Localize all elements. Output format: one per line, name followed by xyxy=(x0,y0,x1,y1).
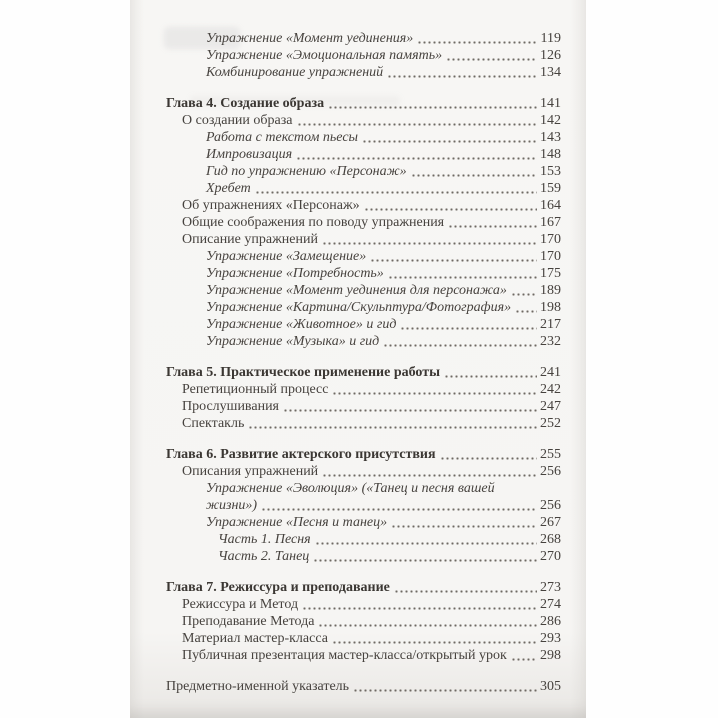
dot-leader xyxy=(322,463,537,480)
toc-entry-page: 153 xyxy=(540,164,561,179)
toc-entry-label: Часть 2. Танец xyxy=(218,549,310,564)
toc-entry-page: 270 xyxy=(540,549,561,564)
toc-entry xyxy=(130,531,561,548)
toc-entry xyxy=(130,596,561,613)
toc-entry xyxy=(130,180,561,197)
toc-entry xyxy=(130,214,561,231)
toc-entry-page: 175 xyxy=(540,266,561,281)
toc-entry-page: 126 xyxy=(540,48,561,63)
toc-entry-page: 267 xyxy=(540,515,561,530)
toc-entry-label: Упражнение «Музыка» и гид xyxy=(206,334,380,349)
dot-leader xyxy=(511,282,537,299)
dot-leader xyxy=(400,316,537,333)
toc-entry-page: 273 xyxy=(540,580,561,595)
toc-entry-label: жизни») xyxy=(206,498,258,513)
toc-entry-page: 170 xyxy=(540,249,561,264)
toc-entry xyxy=(130,613,561,630)
toc-entry-label: Режиссура и Метод xyxy=(182,597,299,612)
toc-entry xyxy=(130,333,561,350)
dot-leader xyxy=(332,630,537,647)
dot-leader xyxy=(283,398,537,415)
toc-entry xyxy=(130,282,561,299)
toc-entry-label: Глава 7. Режиссура и преподавание xyxy=(166,580,390,595)
toc-entry xyxy=(130,463,561,480)
toc-entry-page: 134 xyxy=(540,65,561,80)
toc-entry-label: Упражнение «Момент уединения» xyxy=(206,31,414,46)
dot-leader xyxy=(446,47,537,64)
toc-entry xyxy=(130,678,561,695)
toc-entry-label: Публичная презентация мастер-класса/открытый урок xyxy=(182,648,507,663)
dot-leader xyxy=(364,197,537,214)
toc-entry-page: 242 xyxy=(540,382,561,397)
toc-entry-page: 170 xyxy=(540,232,561,247)
toc-entry-label: Упражнение «Эмоциональная память» xyxy=(206,48,443,63)
toc-entry-label: Предметно-именной указатель xyxy=(166,679,350,694)
toc-entry-label: О создании образа xyxy=(182,113,293,128)
dot-leader xyxy=(255,180,537,197)
toc-entry-label: Общие соображения по поводу упражнения xyxy=(182,215,445,230)
toc-entry-label: Репетиционный процесс xyxy=(182,382,329,397)
toc-entry xyxy=(130,398,561,415)
toc-entry xyxy=(130,548,561,565)
toc-entry-label: Упражнение «Момент уединения для персонажа» xyxy=(206,283,507,298)
dot-leader xyxy=(417,30,537,47)
toc-entry-page: 305 xyxy=(540,679,561,694)
dot-leader xyxy=(302,596,537,613)
toc-entry-page: 255 xyxy=(540,447,561,462)
dot-leader xyxy=(515,299,537,316)
dot-leader xyxy=(387,64,537,81)
dot-leader xyxy=(261,497,537,514)
toc-entry-page: 252 xyxy=(540,416,561,431)
toc-entry xyxy=(130,647,561,664)
toc-entry-label: Упражнение «Эволюция» («Танец и песня вашей xyxy=(206,481,495,496)
toc-entry-page: 274 xyxy=(540,597,561,612)
toc-entry-label: Упражнение «Картина/Скульптура/Фотография» xyxy=(206,300,512,315)
toc-entry-label: Часть 1. Песня xyxy=(218,532,311,547)
toc-entry-label: Комбинирование упражнений xyxy=(206,65,384,80)
toc-entry xyxy=(130,129,561,146)
toc-entry-label: Упражнение «Замещение» xyxy=(206,249,367,264)
toc-entry xyxy=(130,197,561,214)
toc-entry xyxy=(130,248,561,265)
dot-leader xyxy=(383,333,537,350)
toc-entry-label: Прослушивания xyxy=(182,399,279,414)
dot-leader xyxy=(313,548,537,565)
toc-entry-page: 286 xyxy=(540,614,561,629)
toc-entry-page: 247 xyxy=(540,399,561,414)
toc-entry-page: 143 xyxy=(540,130,561,145)
toc-entry-page: 167 xyxy=(540,215,561,230)
toc-entry xyxy=(130,47,561,64)
toc-entry-page: 232 xyxy=(540,334,561,349)
toc-entry-label: Глава 6. Развитие актерского присутствия xyxy=(166,447,436,462)
toc-entry-page: 298 xyxy=(540,648,561,663)
toc-entry xyxy=(130,231,561,248)
toc-entry xyxy=(130,95,561,112)
toc-entry xyxy=(130,480,561,497)
dot-leader xyxy=(444,364,537,381)
dot-leader xyxy=(391,514,537,531)
dot-leader xyxy=(315,531,537,548)
toc-entry-label: Описание упражнений xyxy=(182,232,318,247)
toc-entry-page: 164 xyxy=(540,198,561,213)
toc-entry xyxy=(130,112,561,129)
toc-entry xyxy=(130,163,561,180)
toc-entry-page: 217 xyxy=(540,317,561,332)
toc-entry-label: Работа с текстом пьесы xyxy=(206,130,359,145)
dot-leader xyxy=(440,446,537,463)
toc-entry xyxy=(130,381,561,398)
toc-entry xyxy=(130,446,561,463)
toc-entry-label: Описания упражнений xyxy=(182,464,319,479)
toc-entry xyxy=(130,30,561,47)
toc-entry-page: 119 xyxy=(540,31,561,46)
dot-leader xyxy=(448,214,537,231)
toc-list xyxy=(130,0,586,695)
toc-entry-label: Глава 5. Практическое применение работы xyxy=(166,365,441,380)
dot-leader xyxy=(353,678,537,695)
toc-entry xyxy=(130,630,561,647)
toc-entry-page: 148 xyxy=(540,147,561,162)
toc-entry-page: 256 xyxy=(540,498,561,513)
toc-entry-page: 198 xyxy=(540,300,561,315)
toc-entry-label: Упражнение «Потребность» xyxy=(206,266,384,281)
toc-entry-label: Материал мастер-класса xyxy=(182,631,328,646)
toc-entry-label: Гид по упражнению «Персонаж» xyxy=(206,164,407,179)
toc-entry xyxy=(130,265,561,282)
dot-leader xyxy=(248,415,537,432)
toc-entry xyxy=(130,579,561,596)
toc-entry xyxy=(130,64,561,81)
toc-entry-label: Спектакль xyxy=(182,416,245,431)
toc-entry-label: Преподавание Метода xyxy=(182,614,315,629)
toc-entry-label: Импровизация xyxy=(206,147,293,162)
toc-entry xyxy=(130,497,561,514)
dot-leader xyxy=(332,381,537,398)
toc-entry xyxy=(130,415,561,432)
toc-entry-page: 189 xyxy=(540,283,561,298)
dot-leader xyxy=(394,579,537,596)
toc-entry-label: Упражнение «Песня и танец» xyxy=(206,515,388,530)
toc-entry-page: 256 xyxy=(540,464,561,479)
toc-entry xyxy=(130,299,561,316)
toc-entry-page: 241 xyxy=(540,365,561,380)
toc-entry-page: 142 xyxy=(540,113,561,128)
toc-entry-page: 159 xyxy=(540,181,561,196)
toc-entry-page: 268 xyxy=(540,532,561,547)
toc-entry-label: Хребет xyxy=(206,181,251,196)
dot-leader xyxy=(322,231,537,248)
dot-leader xyxy=(411,163,537,180)
toc-entry-label: Об упражнениях «Персонаж» xyxy=(182,198,360,213)
dot-leader xyxy=(511,647,537,664)
toc-entry xyxy=(130,514,561,531)
dot-leader xyxy=(362,129,537,146)
toc-entry-page: 141 xyxy=(540,96,561,111)
book-page xyxy=(130,0,586,718)
dot-leader xyxy=(297,112,538,129)
dot-leader xyxy=(318,613,537,630)
toc-entry xyxy=(130,364,561,381)
toc-entry xyxy=(130,316,561,333)
toc-entry-label: Упражнение «Животное» и гид xyxy=(206,317,397,332)
toc-entry-page: 293 xyxy=(540,631,561,646)
dot-leader xyxy=(296,146,537,163)
dot-leader xyxy=(328,95,537,112)
dot-leader xyxy=(370,248,537,265)
dot-leader xyxy=(388,265,537,282)
toc-entry-label: Глава 4. Создание образа xyxy=(166,96,325,111)
toc-entry xyxy=(130,146,561,163)
